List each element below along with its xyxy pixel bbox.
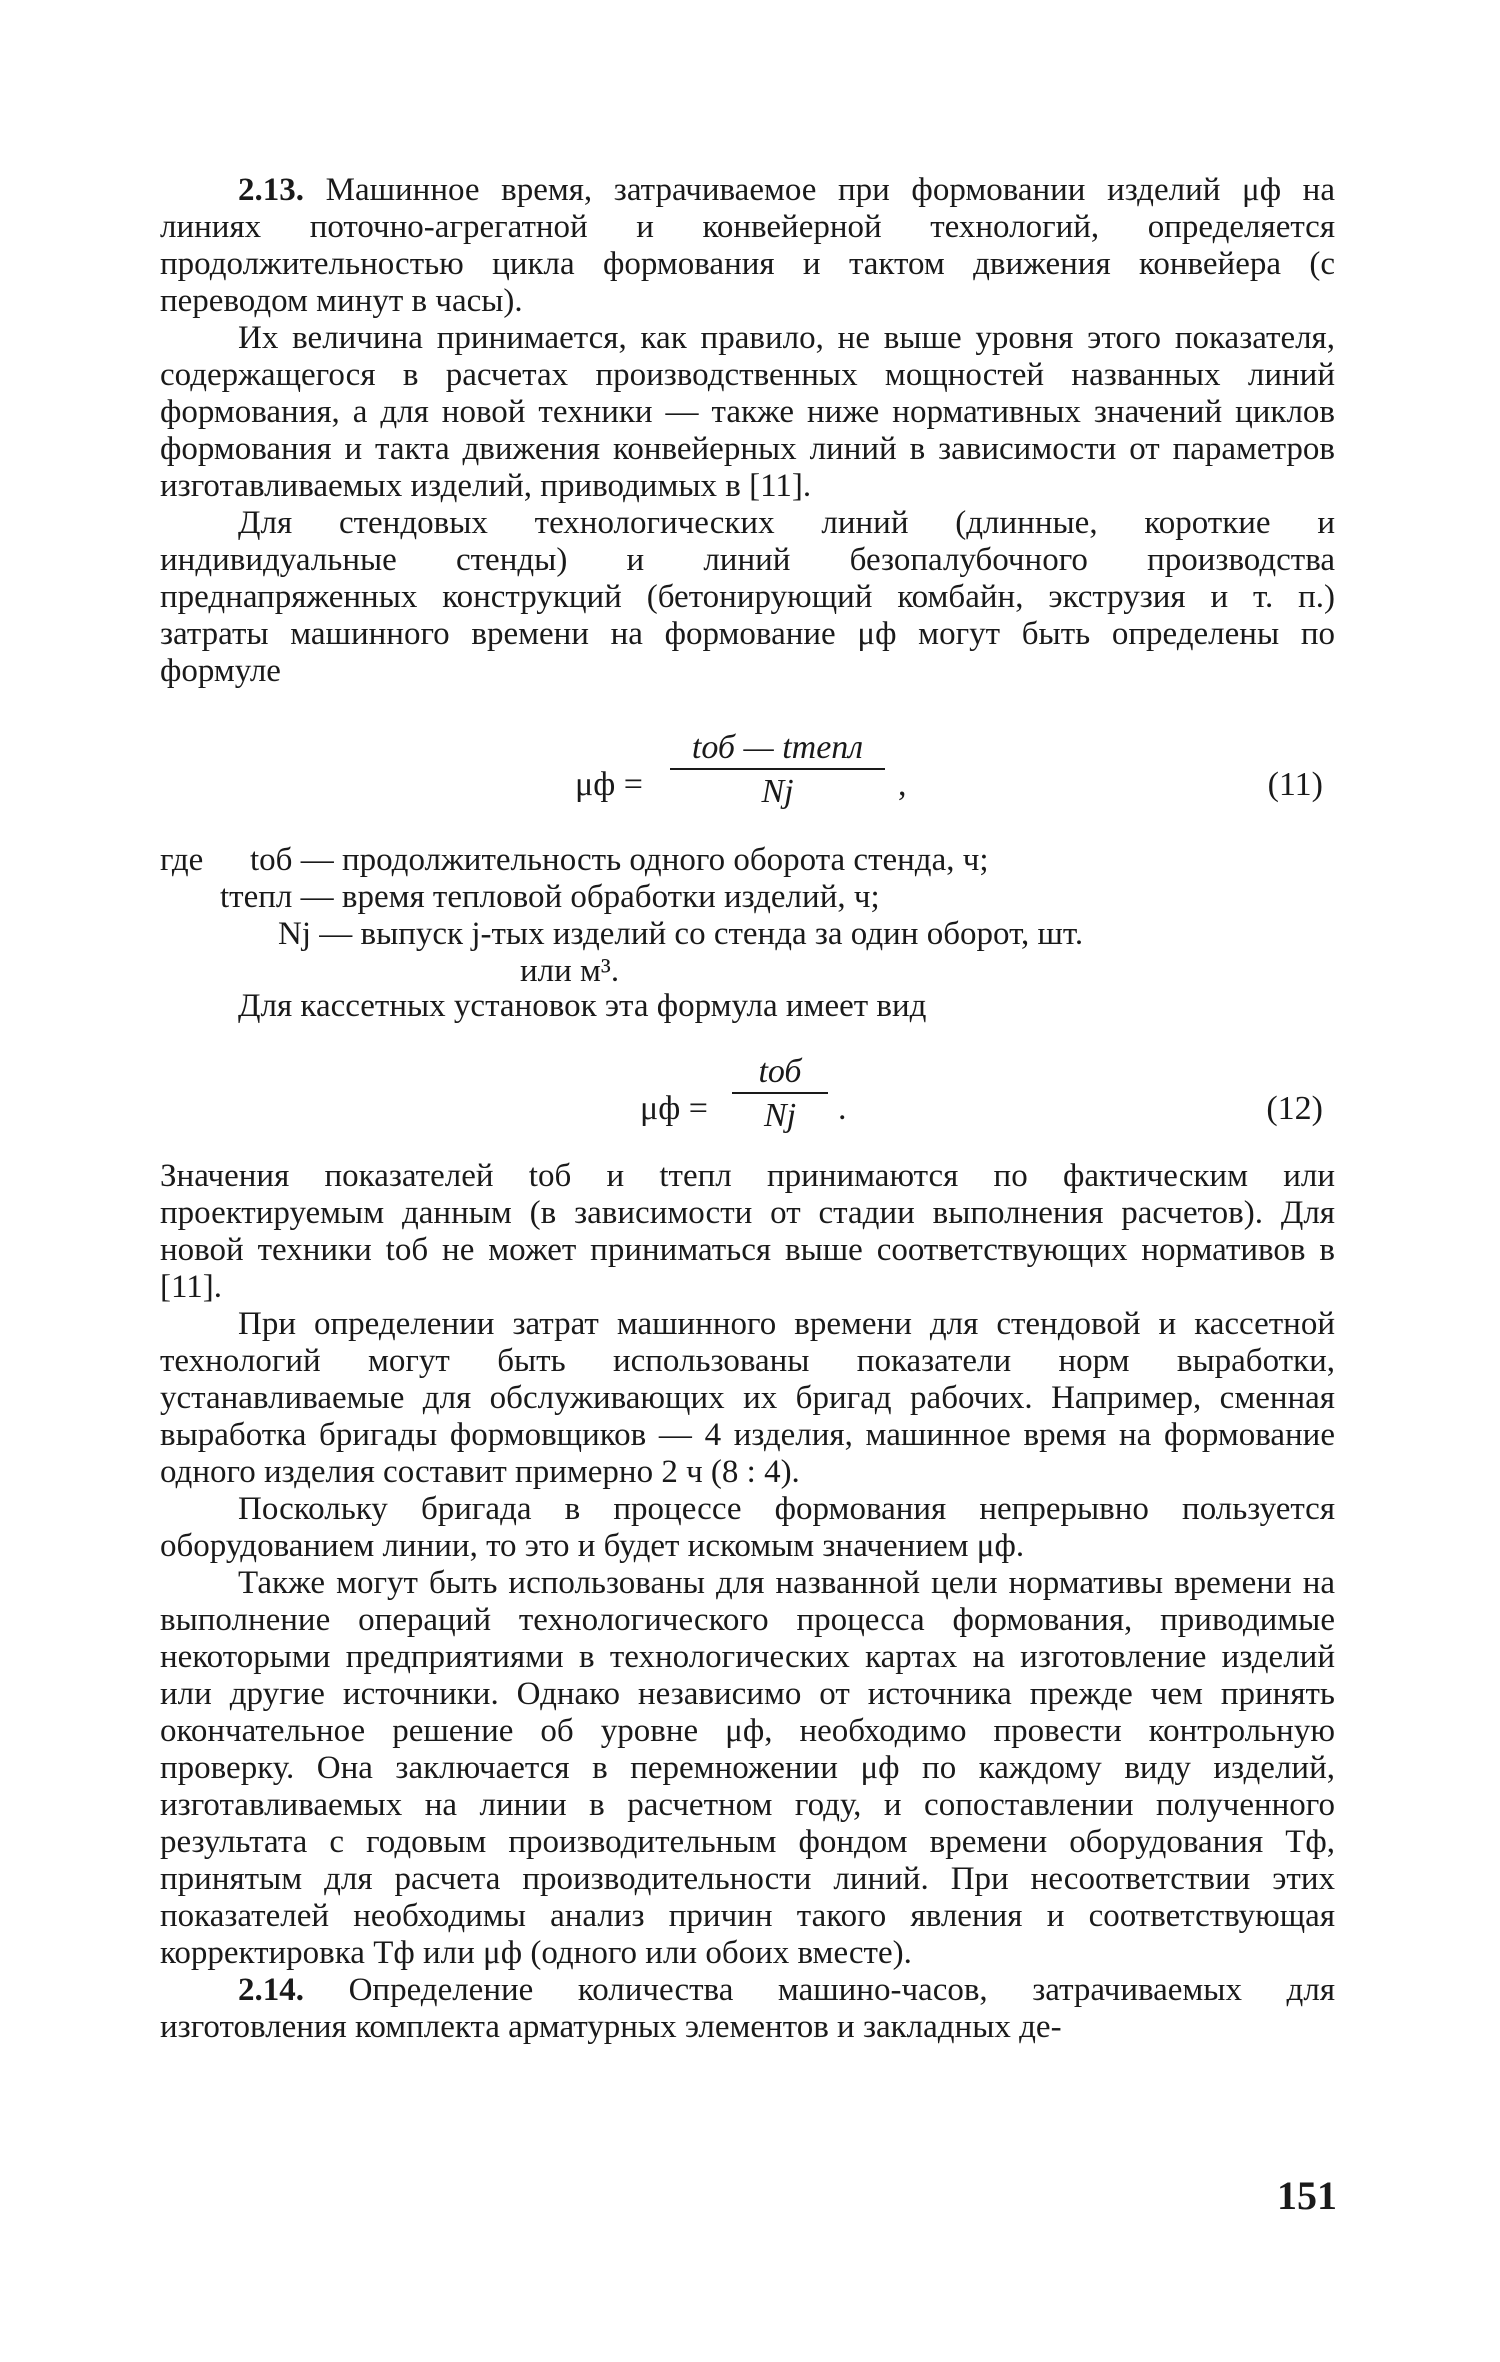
paragraph-2-13-intro	[160, 172, 1335, 320]
formula-fraction	[670, 728, 885, 814]
definition-nj: Nj — выпуск j-тых изделий со стенда за один оборот, шт.	[278, 916, 1084, 952]
formula-11	[160, 728, 1335, 824]
cassette-intro	[160, 988, 1335, 1025]
formula-denominator: Nj	[763, 1097, 797, 1134]
paragraph-2-14	[160, 1972, 1335, 2046]
formula-numerator: tоб — tтепл	[670, 728, 885, 770]
paragraph-text: Определение количества машино-часов, затрачиваемых для изготовления комплекта арматурных элементов и закладных де-	[160, 1972, 1335, 2045]
definition-row	[160, 879, 1335, 916]
main-text-lower	[160, 1158, 1335, 2046]
paragraph-norms: При определении затрат машинного времени для стендовой и кассетной технологий могут быть использованы показатели норм выработки, устанавливаемые для обслуживающих их бригад рабочих. Например, сменная выработка бригады формовщиков — 4 изделия, машинное время на формование одного изделия составит примерно 2 ч (8 : 4).	[160, 1306, 1335, 1490]
formula-denominator: Nj	[761, 773, 794, 810]
formula-12	[160, 1052, 1335, 1148]
definitions-list	[160, 842, 1335, 990]
section-2-13	[160, 172, 1335, 690]
definition-nj-continuation: или м³.	[520, 953, 620, 989]
definition-row	[160, 953, 1335, 990]
formula-number: (12)	[1266, 1090, 1323, 1127]
where-word: где	[160, 842, 204, 878]
formula-punctuation: .	[838, 1090, 847, 1127]
paragraph-stand-lines: Для стендовых технологических линий (длинные, короткие и индивидуальные стенды) и линий безопалубочного производства преднапряженных конструкций (бетонирующий комбайн, экструзия и т. п.) затраты машинного времени на формование μф могут быть определены по формуле	[160, 505, 1335, 689]
formula-lhs: μф =	[640, 1090, 708, 1127]
page-number: 151	[1277, 2173, 1337, 2218]
definition-row	[160, 916, 1335, 953]
section-number: 2.14.	[238, 1972, 304, 2008]
definition-tteplo: tтепл — время тепловой обработки изделий, ч;	[220, 879, 880, 915]
section-number: 2.13.	[238, 172, 304, 208]
definition-tob: tоб — продолжительность одного оборота стенда, ч;	[250, 842, 989, 878]
paragraph-cassette: Для кассетных установок эта формула имеет вид	[238, 988, 927, 1024]
definition-row	[160, 842, 1335, 879]
formula-numerator: tоб	[732, 1052, 828, 1094]
formula-fraction	[732, 1052, 828, 1138]
paragraph-values: Значения показателей tоб и tтепл принимаются по фактическим или проектируемым данным (в зависимости от стадии выполнения расчетов). Для новой техники tоб не может приниматься выше соответствующих нормативов в [11].	[160, 1158, 1335, 1305]
paragraph-brigade: Поскольку бригада в процессе формования непрерывно пользуется оборудованием линии, то это и будет искомым значением μф.	[160, 1491, 1335, 1564]
formula-punctuation: ,	[898, 766, 907, 803]
paragraph-value-limits: Их величина принимается, как правило, не выше уровня этого показателя, содержащегося в расчетах производственных мощностей названных линий формования, а для новой техники — также ниже нормативных значений циклов формования и такта движения конвейерных линий в зависимости от параметров изготавливаемых изделий, приводимых в [11].	[160, 320, 1335, 504]
formula-number: (11)	[1267, 766, 1323, 803]
paragraph-text: Машинное время, затрачиваемое при формовании изделий μф на линиях поточно-агрегатной и конвейерной технологий, определяется продолжительностью цикла формования и тактом движения конвейера (с переводом минут в часы).	[160, 172, 1335, 319]
formula-lhs: μф =	[575, 766, 643, 803]
paragraph-control-check: Также могут быть использованы для названной цели нормативы времени на выполнение операций технологического процесса формования, приводимые некоторыми предприятиями в технологических картах на изготовление изделий или другие источники. Однако независимо от источника прежде чем принять окончательное решение об уровне μф, необходимо провести контрольную проверку. Она заключается в перемножении μф по каждому виду изделий, изготавливаемых на линии в расчетном году, и сопоставлении полученного результата с годовым производительным фондом времени оборудования Тф, принятым для расчета производительности линий. При несоответствии этих показателей необходимы анализ причин такого явления и соответствующая корректировка Тф или μф (одного или обоих вместе).	[160, 1565, 1335, 1971]
